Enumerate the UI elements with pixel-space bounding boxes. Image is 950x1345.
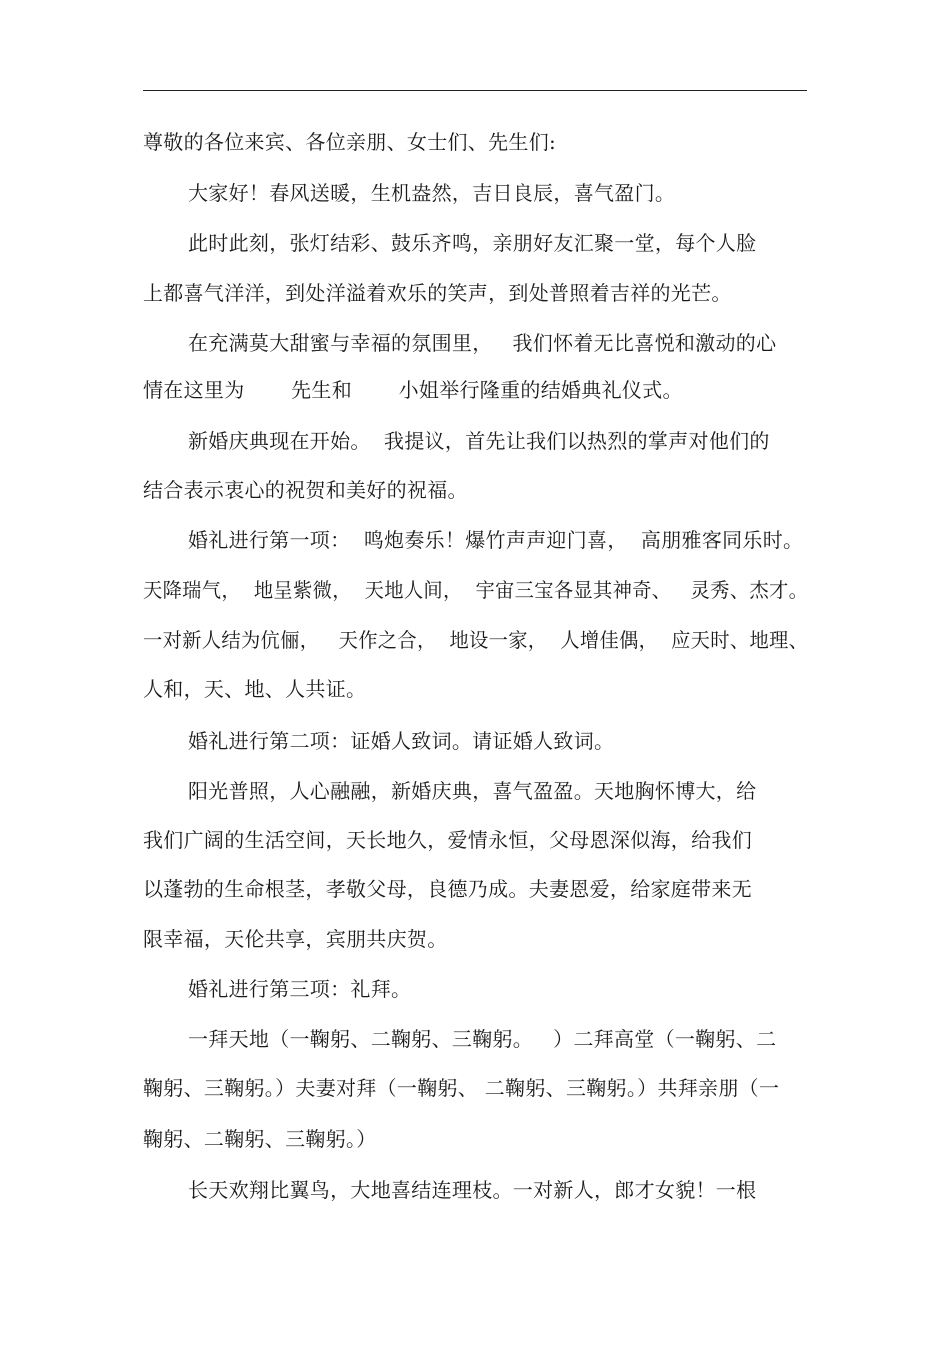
- paragraph-line: 一拜天地（一鞠躬、二鞠躬、三鞠躬。 ）二拜高堂（一鞠躬、二: [188, 1027, 777, 1051]
- paragraph-line: 鞠躬、二鞠躬、三鞠躬。）: [143, 1127, 377, 1151]
- paragraph-line: 以蓬勃的生命根茎，孝敬父母，良德乃成。夫妻恩爱，给家庭带来无: [143, 877, 752, 901]
- paragraph-line: 上都喜气洋洋，到处洋溢着欢乐的笑声，到处普照着吉祥的光芒。: [143, 281, 732, 305]
- paragraph-line: 结合表示衷心的祝贺和美好的祝福。: [143, 478, 468, 502]
- paragraph-line: 阳光普照，人心融融，新婚庆典，喜气盈盈。天地胸怀博大，给: [188, 779, 757, 803]
- salutation-line: 尊敬的各位来宾、各位亲朋、女士们、先生们:: [143, 130, 557, 154]
- paragraph-line: 人和，天、地、人共证。: [143, 677, 367, 701]
- paragraph-line: 婚礼进行第一项： 鸣炮奏乐！爆竹声声迎门喜， 高朋雅客同乐时。: [188, 528, 804, 552]
- paragraph-line: 在充满莫大甜蜜与幸福的氛围里， 我们怀着无比喜悦和激动的心: [188, 331, 777, 355]
- paragraph-line: 情在这里为 先生和 小姐举行隆重的结婚典礼仪式。: [143, 378, 683, 402]
- header-rule: [143, 90, 807, 91]
- paragraph-line: 我们广阔的生活空间，天长地久，爱情永恒，父母恩深似海，给我们: [143, 828, 752, 852]
- paragraph-line: 天降瑞气， 地呈紫微， 天地人间， 宇宙三宝各显其神奇、 灵秀、杰才。: [143, 578, 809, 602]
- paragraph-line: 此时此刻，张灯结彩、鼓乐齐鸣，亲朋好友汇聚一堂，每个人脸: [188, 231, 757, 255]
- paragraph-line: 一对新人结为伉俪， 天作之合， 地设一家， 人增佳偶， 应天时、地理、: [143, 628, 809, 652]
- paragraph-line: 大家好！春风送暖，生机盎然，吉日良辰，喜气盈门。: [188, 181, 676, 205]
- paragraph-line: 婚礼进行第三项：礼拜。: [188, 977, 412, 1001]
- paragraph-line: 新婚庆典现在开始。 我提议，首先让我们以热烈的掌声对他们的: [188, 429, 770, 453]
- paragraph-line: 长天欢翔比翼鸟，大地喜结连理枝。一对新人，郎才女貌！一根: [188, 1178, 757, 1202]
- paragraph-line: 婚礼进行第二项：证婚人致词。请证婚人致词。: [188, 729, 615, 753]
- paragraph-line: 限幸福，天伦共享，宾朋共庆贺。: [143, 927, 448, 951]
- paragraph-line: 鞠躬、三鞠躬。）夫妻对拜（一鞠躬、 二鞠躬、三鞠躬。）共拜亲朋（一: [143, 1076, 780, 1100]
